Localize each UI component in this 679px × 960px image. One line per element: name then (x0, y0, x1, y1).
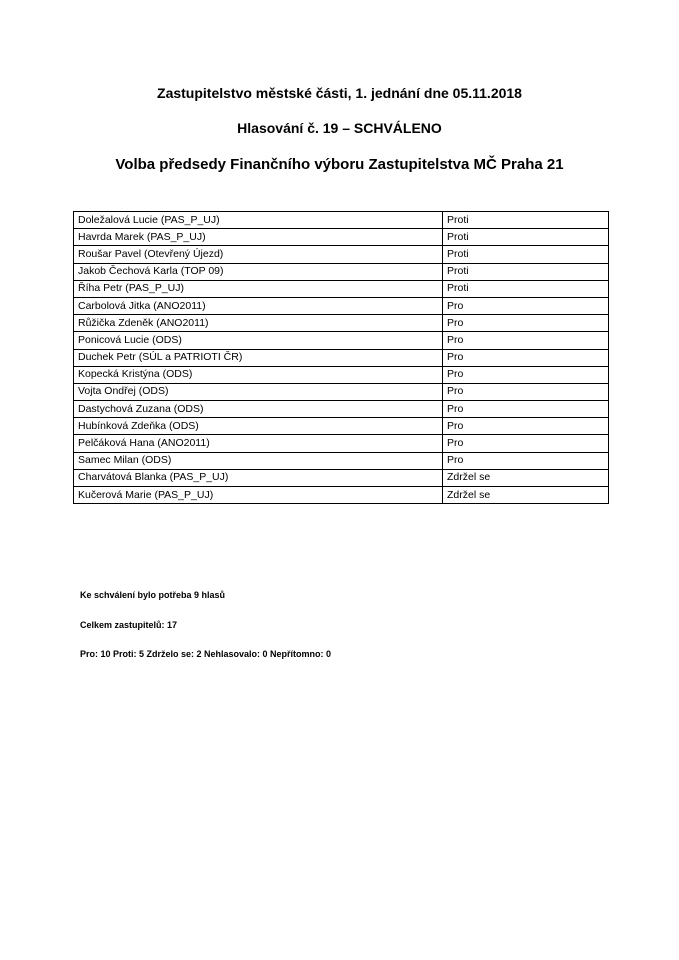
member-name: Kučerová Marie (PAS_P_UJ) (74, 487, 443, 504)
table-row (74, 452, 609, 469)
member-name: Doležalová Lucie (PAS_P_UJ) (74, 212, 443, 229)
member-vote: Proti (443, 212, 609, 229)
member-name: Pelčáková Hana (ANO2011) (74, 435, 443, 452)
table-row (74, 469, 609, 486)
member-name: Roušar Pavel (Otevřený Újezd) (74, 246, 443, 263)
table-row (74, 315, 609, 332)
table-row (74, 487, 609, 504)
table-row (74, 280, 609, 297)
table-row (74, 332, 609, 349)
votes-table-body (74, 212, 609, 504)
vote-subject: Volba předsedy Finančního výboru Zastupitelstva MČ Praha 21 (115, 156, 564, 173)
member-vote: Pro (443, 366, 609, 383)
member-name: Dastychová Zuzana (ODS) (74, 401, 443, 418)
member-name: Jakob Čechová Karla (TOP 09) (74, 263, 443, 280)
member-vote: Proti (443, 229, 609, 246)
table-row (74, 349, 609, 366)
member-vote: Zdržel se (443, 487, 609, 504)
table-row (74, 418, 609, 435)
member-name: Vojta Ondřej (ODS) (74, 383, 443, 400)
table-row (74, 401, 609, 418)
member-name: Růžička Zdeněk (ANO2011) (74, 315, 443, 332)
member-name: Hubínková Zdeňka (ODS) (74, 418, 443, 435)
table-row (74, 366, 609, 383)
table-row (74, 212, 609, 229)
table-row (74, 246, 609, 263)
member-vote: Proti (443, 263, 609, 280)
member-name: Duchek Petr (SÚL a PATRIOTI ČR) (74, 349, 443, 366)
member-vote: Pro (443, 383, 609, 400)
table-row (74, 297, 609, 314)
member-vote: Pro (443, 349, 609, 366)
vote-results-summary: Pro: 10 Proti: 5 Zdrželo se: 2 Nehlasovalo: 0 Nepřítomno: 0 (80, 649, 332, 659)
table-row (74, 435, 609, 452)
member-vote: Pro (443, 418, 609, 435)
total-members-note: Celkem zastupitelů: 17 (80, 620, 178, 630)
member-name: Kopecká Kristýna (ODS) (74, 366, 443, 383)
member-name: Havrda Marek (PAS_P_UJ) (74, 229, 443, 246)
member-vote: Zdržel se (443, 469, 609, 486)
member-name: Ponicová Lucie (ODS) (74, 332, 443, 349)
member-vote: Pro (443, 401, 609, 418)
table-row (74, 263, 609, 280)
member-vote: Proti (443, 246, 609, 263)
member-vote: Pro (443, 452, 609, 469)
member-vote: Pro (443, 297, 609, 314)
vote-number-result: Hlasování č. 19 – SCHVÁLENO (237, 120, 442, 136)
votes-table (73, 211, 609, 504)
member-name: Carbolová Jitka (ANO2011) (74, 297, 443, 314)
member-vote: Pro (443, 332, 609, 349)
member-name: Samec Milan (ODS) (74, 452, 443, 469)
member-vote: Pro (443, 435, 609, 452)
table-row (74, 383, 609, 400)
member-vote: Proti (443, 280, 609, 297)
votes-required-note: Ke schválení bylo potřeba 9 hlasů (80, 590, 226, 600)
member-vote: Pro (443, 315, 609, 332)
table-row (74, 229, 609, 246)
member-name: Charvátová Blanka (PAS_P_UJ) (74, 469, 443, 486)
member-name: Říha Petr (PAS_P_UJ) (74, 280, 443, 297)
document-title: Zastupitelstvo městské části, 1. jednání dne 05.11.2018 (157, 85, 522, 101)
